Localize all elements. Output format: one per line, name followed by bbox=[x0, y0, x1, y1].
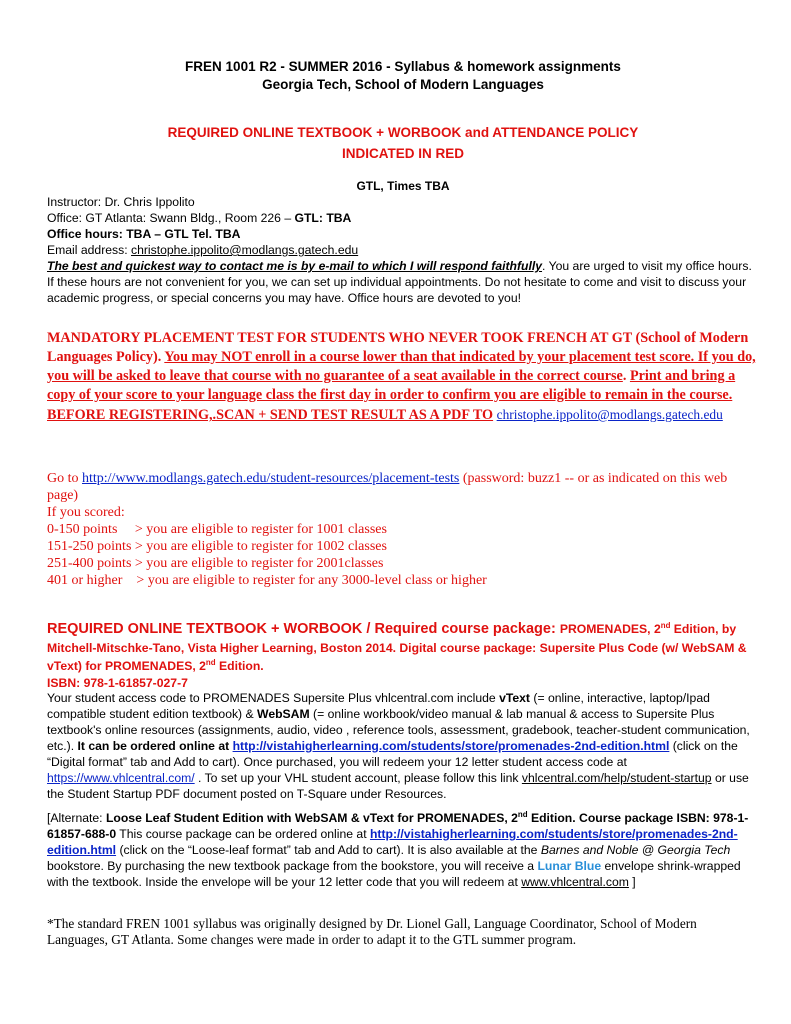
mand-part-b: You may NOT enroll in a course lower than that indicated by your placement test score. If you do, you will be asked to leave that course with no guarantee of a seat available in the correct course bbox=[47, 349, 756, 384]
location-times: GTL, Times TBA bbox=[356, 179, 450, 193]
lunar-blue: Lunar Blue bbox=[537, 859, 602, 873]
score-row: 0-150 points > you are eligible to register for 1001 classes bbox=[47, 522, 387, 537]
alt-bold: Loose Leaf Student Edition with WebSAM & vText for PROMENADES, 2 bbox=[105, 811, 518, 825]
student-startup-link[interactable]: vhlcentral.com/help/student-startup bbox=[521, 771, 712, 785]
email-label: Email address: bbox=[47, 243, 131, 257]
loose-leaf-link[interactable]: http://vistahigherlearning.com/students/store/promenades-2nd-edition.html bbox=[47, 827, 738, 857]
p1-text-a: Your student access code to PROMENADES Supersite Plus vhlcentral.com include bbox=[47, 691, 500, 705]
mand-part-f: BEFORE REGISTERING,.SCAN + SEND TEST RESULT AS A PDF TO bbox=[47, 407, 494, 423]
alt-text-d: bookstore. By purchasing the new textbook package from the bookstore, you will receive a bbox=[47, 859, 538, 873]
p1-order: It can be ordered online at bbox=[77, 739, 233, 753]
mand-email-link[interactable]: christophe.ippolito@modlangs.gatech.edu bbox=[496, 407, 723, 422]
contact-rest: . You are urged to visit my office hours. If these hours are not convenient for you, we can set up individual appointments. Do not hesitate to come and visit to discuss your academic progress, or special concerns you may have. Office hours are devoted to you! bbox=[47, 259, 752, 305]
score-row: 401 or higher > you are eligible to register for any 3000-level class or higher bbox=[47, 573, 487, 588]
required-line-2: INDICATED IN RED bbox=[341, 146, 464, 161]
if-scored: If you scored: bbox=[47, 505, 125, 520]
p1-text-d: (click on the “Digital format” tab and Add to cart). Once purchased, you will redeem your 12 letter student access code at bbox=[47, 739, 738, 769]
title-line-1: FREN 1001 R2 - SUMMER 2016 - Syllabus & homework assignments bbox=[185, 59, 621, 74]
textbook-heading bbox=[47, 620, 761, 692]
instructor-name: Instructor: Dr. Chris Ippolito bbox=[47, 195, 195, 209]
textbook-title: PROMENADES, 2 bbox=[559, 622, 661, 636]
p1-vtext: vText bbox=[499, 691, 530, 705]
office-line bbox=[47, 210, 759, 226]
footnote: *The standard FREN 1001 syllabus was originally designed by Dr. Lionel Gall, Language Coordinator, School of Modern Languages, GT Atlanta. Some changes were made in order to adapt it to the GTL summer program. bbox=[47, 916, 697, 947]
goto-suffix: (password: buzz1 -- or as indicated on this web page) bbox=[47, 471, 728, 503]
goto-prefix: Go to bbox=[47, 471, 82, 486]
p1-websam: WebSAM bbox=[257, 707, 310, 721]
office-gtl: GTL: TBA bbox=[294, 211, 352, 225]
bookstore-name: Barnes and Noble @ Georgia Tech bbox=[540, 843, 731, 857]
alt-text-f: ] bbox=[628, 875, 636, 889]
textbook-isbn: ISBN: 978-1-61857-027-7 bbox=[47, 676, 188, 690]
nd-sup: nd bbox=[660, 620, 671, 630]
access-code-paragraph bbox=[47, 690, 759, 802]
contact-paragraph bbox=[47, 258, 759, 306]
p1-text-b: (= online, interactive, laptop/Ipad compatible student edition textbook) & bbox=[47, 691, 710, 721]
placement-instructions bbox=[47, 470, 759, 589]
score-row: 151-250 points > you are eligible to register for 1002 classes bbox=[47, 539, 387, 554]
vhlcentral-www-link[interactable]: www.vhlcentral.com bbox=[521, 875, 629, 889]
placement-test-link[interactable]: http://www.modlangs.gatech.edu/student-resources/placement-tests bbox=[82, 471, 460, 486]
p1-text-c: (= online workbook/video manual & lab manual & access to Supersite Plus textbook's online resources (assignments, audio, video , reference tools, assessment, gradebook, teacher-student communication, etc.). bbox=[47, 707, 750, 753]
contact-emphasis: The best and quickest way to contact me is by e-mail to which I will respond faithfully bbox=[47, 259, 543, 273]
alt-text-b: This course package can be ordered online at bbox=[116, 827, 370, 841]
nd-sup: nd bbox=[205, 657, 216, 667]
textbook-details: Edition, by Mitchell-Mitschke-Tano, Vista Higher Learning, Boston 2014. Digital course package: Supersite Plus Code (w/ WebSAM & vText) for PROMENADES, 2 bbox=[47, 622, 747, 673]
alt-text-e: envelope shrink-wrapped with the textbook. Inside the envelope will be your 12 letter code that you will redeem at bbox=[47, 859, 741, 889]
page-title bbox=[47, 58, 759, 94]
score-row: 251-400 points > you are eligible to register for 2001classes bbox=[47, 556, 384, 571]
instructor-block bbox=[47, 194, 759, 306]
alt-text-a: [Alternate: bbox=[47, 811, 106, 825]
alt-text-c: (click on the “Loose-leaf format” tab and Add to cart). It is also available at the bbox=[116, 843, 541, 857]
title-line-2: Georgia Tech, School of Modern Languages bbox=[262, 77, 544, 92]
textbook-edition: Edition. bbox=[215, 659, 264, 673]
required-line-1: REQUIRED ONLINE TEXTBOOK + WORBOOK and ATTENDANCE POLICY bbox=[167, 125, 639, 140]
email-line bbox=[47, 242, 759, 258]
alternate-paragraph bbox=[47, 810, 759, 890]
required-notice bbox=[47, 122, 759, 164]
placement-mandatory bbox=[47, 329, 763, 425]
p1-text-e: . To set up your VHL student account, please follow this link bbox=[194, 771, 522, 785]
p1-text-f: or use the Student Startup PDF document posted on T-Square under Resources. bbox=[47, 771, 749, 801]
nd-sup: nd bbox=[517, 809, 528, 819]
goto-line bbox=[47, 470, 759, 504]
alt-bold-2: Edition. Course package ISBN: 978-1-61857-688-0 bbox=[47, 811, 749, 841]
mand-part-c: . bbox=[622, 368, 630, 384]
vhlcentral-link[interactable]: https://www.vhlcentral.com/ bbox=[47, 771, 195, 785]
office-hours: Office hours: TBA – GTL Tel. TBA bbox=[47, 227, 241, 241]
office-text: Office: GT Atlanta: Swann Bldg., Room 226 – bbox=[47, 211, 295, 225]
digital-format-link[interactable]: http://vistahigherlearning.com/students/store/promenades-2nd-edition.html bbox=[232, 739, 670, 753]
textbook-heading-main: REQUIRED ONLINE TEXTBOOK + WORBOOK / Required course package: bbox=[47, 621, 560, 637]
mand-part-d: Print and bring a copy of your score to your language class the first day in order to confirm you are eligible to remain in the course. bbox=[47, 368, 736, 403]
mand-part-a: MANDATORY PLACEMENT TEST FOR STUDENTS WHO NEVER TOOK FRENCH AT GT (School of Modern Languages Policy). bbox=[47, 330, 749, 365]
email-link[interactable]: christophe.ippolito@modlangs.gatech.edu bbox=[131, 243, 359, 257]
